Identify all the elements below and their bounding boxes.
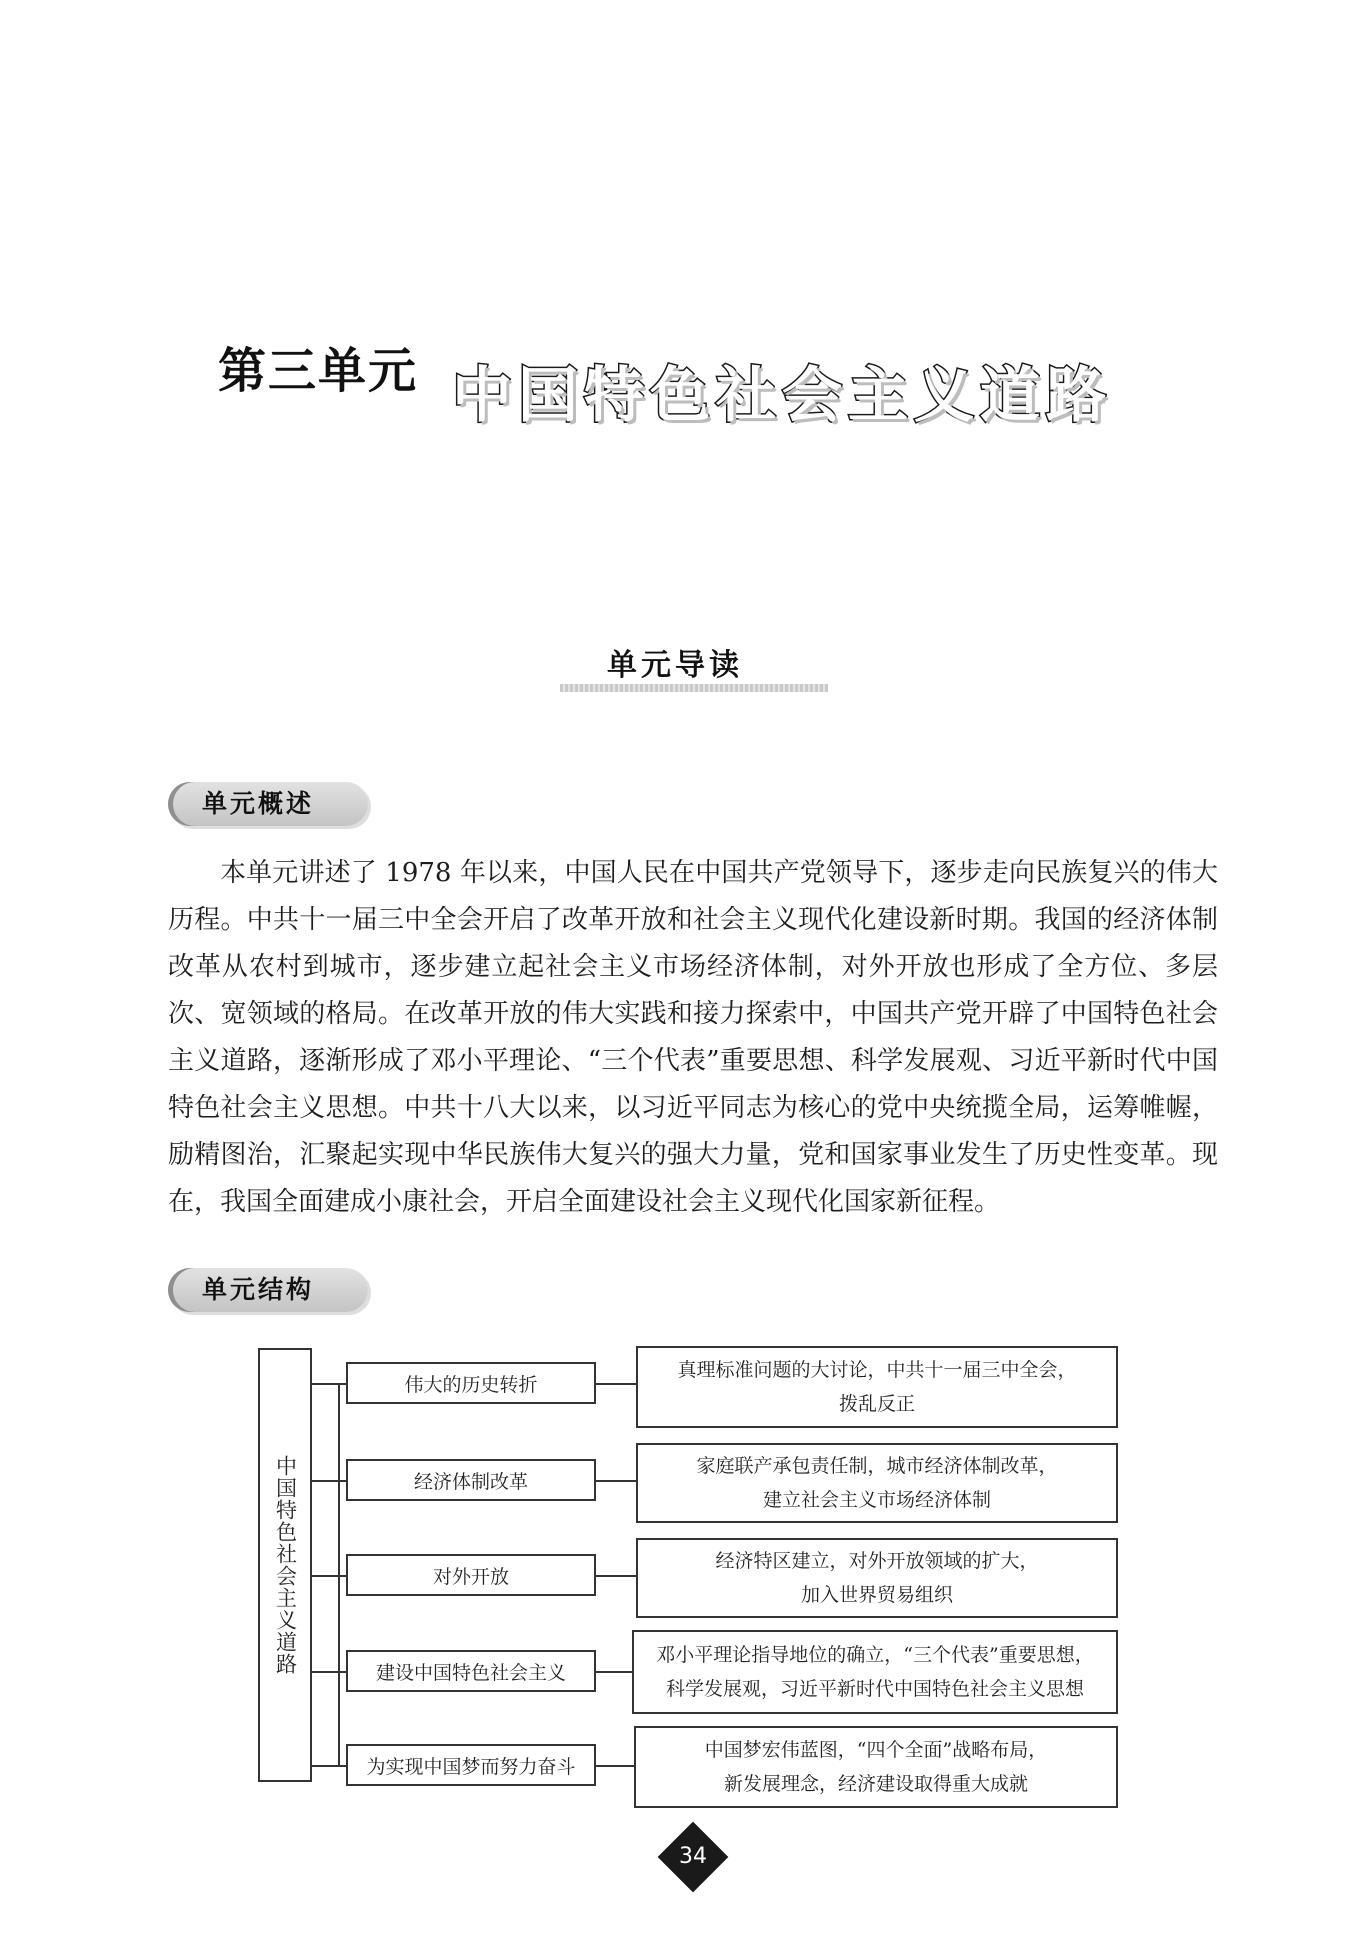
diagram-branch-box [346, 1554, 596, 1596]
diagram-detail-line: 经济特区建立，对外开放领域的扩大， [715, 1550, 1039, 1572]
diagram-branch-box [346, 1650, 596, 1692]
diagram-branch-label: 建设中国特色社会主义 [375, 1661, 566, 1684]
diagram-branch-label: 对外开放 [432, 1565, 509, 1588]
diagram-detail-line: 拨乱反正 [838, 1393, 915, 1415]
diagram-detail-box [636, 1538, 1118, 1618]
diagram-root-label: 中国特色社会主义道路 [273, 1455, 298, 1675]
section-label-structure: 单元结构 [168, 1268, 368, 1312]
diagram-branch-label: 伟大的历史转折 [404, 1373, 538, 1396]
diagram-connector-detail [596, 1671, 636, 1673]
diagram-detail-line: 科学发展观，习近平新时代中国特色社会主义思想 [665, 1678, 1084, 1700]
diagram-branch-box [346, 1362, 596, 1404]
diagram-trunk-line [338, 1383, 340, 1765]
diagram-connector-root [312, 1671, 340, 1673]
diagram-detail-line: 邓小平理论指导地位的确立，“三个代表”重要思想， [656, 1644, 1094, 1666]
diagram-connector-root [312, 1480, 340, 1482]
diagram-connector-root [312, 1575, 340, 1577]
unit-title: 中国特色社会主义道路 [452, 361, 1112, 431]
diagram-detail-box [636, 1346, 1118, 1428]
diagram-detail-line: 建立社会主义市场经济体制 [762, 1489, 991, 1511]
diagram-connector-detail [596, 1765, 636, 1767]
unit-label: 第三单元 [218, 343, 419, 399]
diagram-branch-label: 为实现中国梦而努力奋斗 [366, 1755, 576, 1778]
diagram-branch-label: 经济体制改革 [413, 1470, 528, 1493]
page-number: 34 [679, 1844, 707, 1869]
guide-title-underline [560, 684, 828, 692]
diagram-detail-line: 中国梦宏伟蓝图，“四个全面”战略布局， [704, 1739, 1048, 1761]
diagram-connector-detail [596, 1575, 636, 1577]
diagram-detail-box [634, 1726, 1118, 1808]
diagram-connector-detail [596, 1383, 636, 1385]
diagram-detail-box [632, 1630, 1118, 1714]
section-label-overview: 单元概述 [168, 782, 368, 826]
diagram-connector-root [312, 1383, 340, 1385]
diagram-branch-box [346, 1744, 596, 1786]
diagram-detail-line: 新发展理念，经济建设取得重大成就 [723, 1773, 1028, 1795]
diagram-branch-box [346, 1459, 596, 1501]
diagram-connector-root [312, 1765, 340, 1767]
diagram-connector-detail [596, 1480, 636, 1482]
diagram-detail-box [636, 1443, 1118, 1523]
diagram-detail-line: 家庭联产承包责任制，城市经济体制改革， [696, 1455, 1058, 1477]
diagram-detail-line: 加入世界贸易组织 [800, 1584, 953, 1606]
diagram-root-box [258, 1348, 312, 1782]
diagram-detail-line: 真理标准问题的大讨论，中共十一届三中全会， [677, 1359, 1077, 1381]
guide-title: 单元导读 [607, 648, 743, 683]
overview-paragraph: 本单元讲述了 1978 年以来，中国人民在中国共产党领导下，逐步走向民族复兴的伟大历程。中共十一届三中全会开启了改革开放和社会主义现代化建设新时期。我国的经济体制改革从农村到城市，逐步建立起社会主义市场经济体制，对外开放也形成了全方位、多层次、宽领域的格局。在改革开放的伟大实践和接力探索中，中国共产党开辟了中国特色社会主义道路，逐渐形成了邓小平理论、“三个代表”重要思想、科学发展观、习近平新时代中国特色社会主义思想。中共十八大以来，以习近平同志为核心的党中央统揽全局，运筹帷幄，励精图治，汇聚起实现中华民族伟大复兴的强大力量，党和国家事业发生了历史性变革。现在，我国全面建成小康社会，开启全面建设社会主义现代化国家新征程。 [168, 858, 1218, 1217]
